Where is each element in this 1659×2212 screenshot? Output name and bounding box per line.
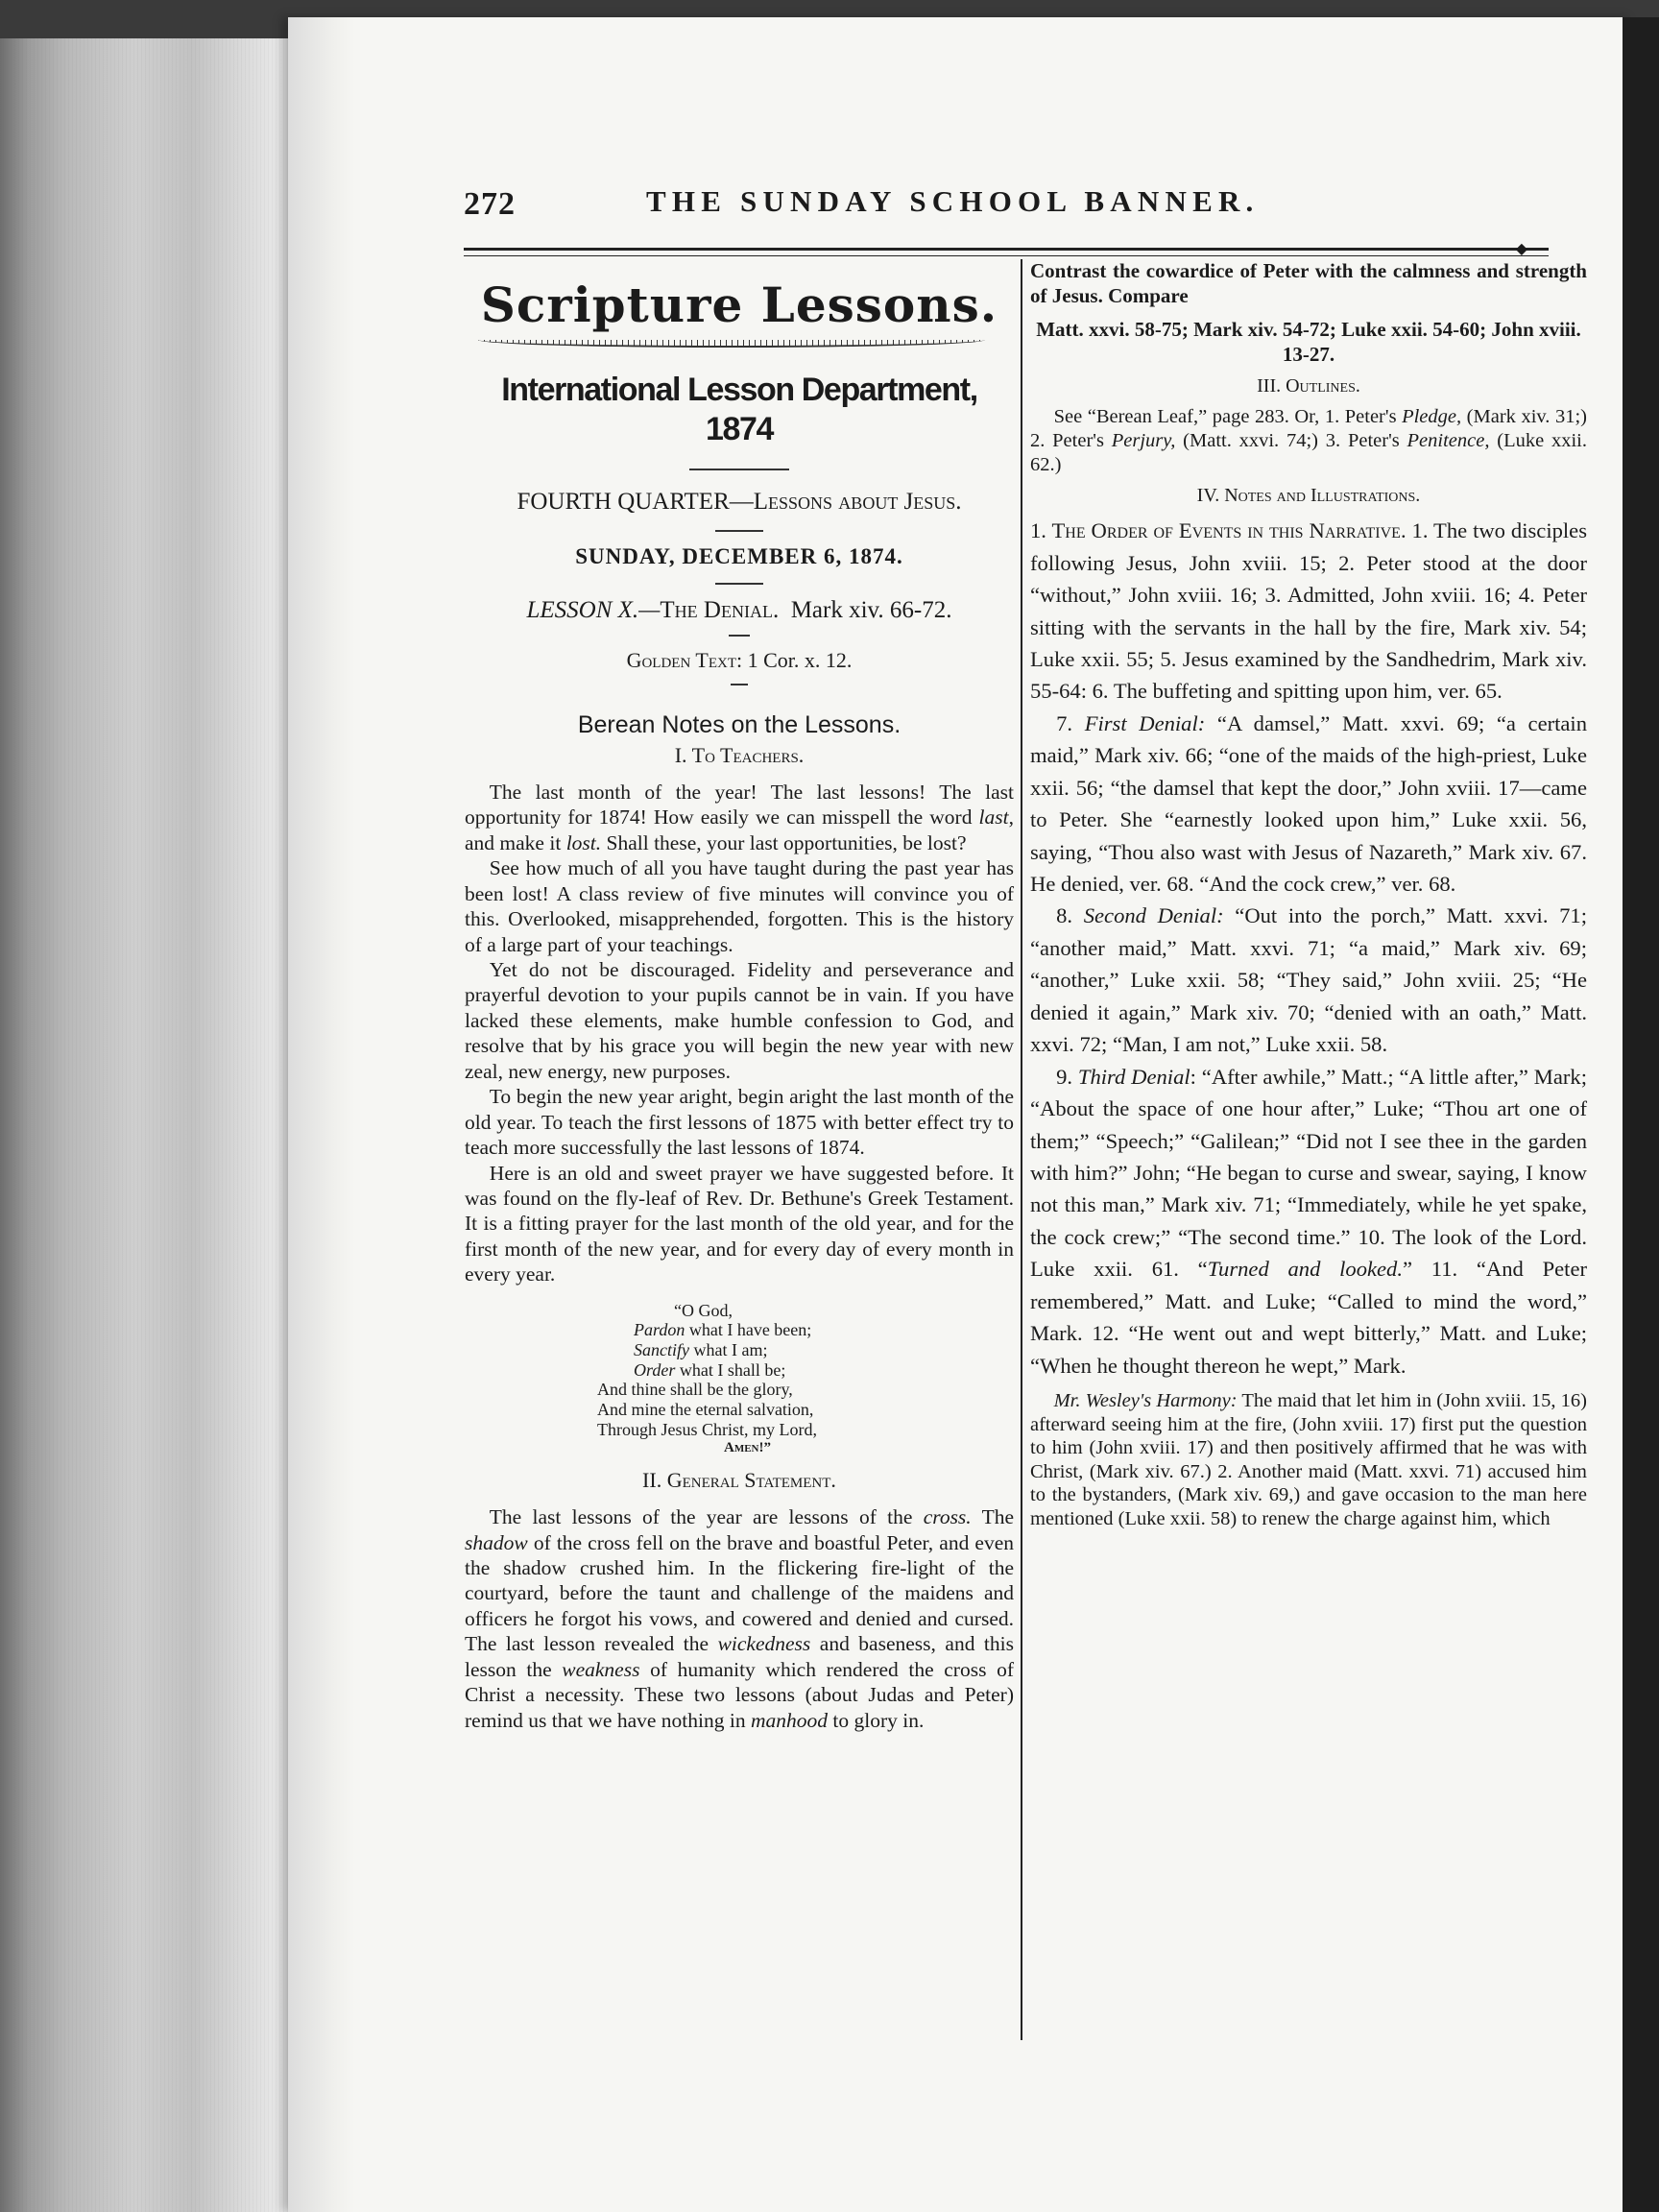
quarter-heading	[465, 488, 1014, 517]
lesson-number: LESSON X.—	[526, 597, 661, 624]
header-rule	[464, 241, 1549, 257]
section-title: Scripture Lessons.	[480, 276, 998, 333]
poem-line: Through Jesus Christ, my Lord,	[597, 1419, 817, 1439]
column-divider	[1021, 259, 1022, 2040]
section-heading-notes: IV. Notes and Illustrations.	[1196, 485, 1421, 507]
lesson-title: The Denial.	[660, 597, 780, 624]
section-heading-teachers: I. To Teachers.	[674, 742, 805, 767]
short-rule	[715, 583, 763, 585]
paragraph: The last lessons of the year are lessons of the cross. The shadow of the cross fell on the brave and boastful Peter, and even the shadow crushed him. In the flickering fire-light of the courtyard, before the taunt and challenge of the maidens and officers he forgot his vows, and cowered and denied and cursed. The last lesson revealed the wickedness and baseness, and this lesson the weakness of humanity which rendered the cross of Christ a necessity. These two lessons (about Judas and Peter) remind us that we have nothing in manhood to glory in.	[465, 1505, 1015, 1732]
poem-line: And mine the eternal salvation,	[597, 1400, 814, 1420]
paragraph: See how much of all you have taught during the past year has been lost! A class review of five minutes will convince you of this. Overlooked, misapprehended, forgotten. This is the history of a large part of your teachings.	[465, 856, 1014, 956]
prayer-poem	[597, 1301, 1014, 1456]
poem-line: Amen!”	[724, 1439, 771, 1455]
sunday-date: SUNDAY, DECEMBER 6, 1874.	[575, 543, 903, 568]
paragraph: To begin the new year aright, begin aright the last month of the old year. To teach the first lessons of 1875 with better effect try to teach more successfully the last lessons of 1874.	[465, 1085, 1014, 1160]
lesson-heading	[465, 596, 1014, 625]
golden-text-label: Golden Text	[626, 648, 736, 673]
quarter-label: FOURTH QUARTER—	[517, 488, 754, 515]
section-heading-general: II. General Statement.	[642, 1467, 836, 1492]
paragraph: Mr. Wesley's Harmony: The maid that let him in (John xviii. 15, 16) afterward seeing him at the fire, (John xviii. 17) first put the question to him (John xviii. 17) and then positively affirmed that he was with Christ, (Mark xiv. 67.) 2. Another maid (Matt. xxvi. 71) accused him to the bystanders, (Mark xiv. 69,) and gave occasion to the man here mentioned (Luke xxii. 58) to renew the charge against him, which	[1030, 1390, 1588, 1529]
page-header	[464, 180, 1553, 230]
short-rule	[715, 530, 763, 532]
paragraph: Contrast the cowardice of Peter with the calmness and strength of Jesus. Compare	[1030, 259, 1587, 307]
poem-line: Order what I shall be;	[634, 1359, 786, 1380]
section-heading-outlines: III. Outlines.	[1257, 375, 1360, 397]
page-number: 272	[464, 186, 516, 222]
paragraph: 9. Third Denial: “After awhile,” Matt.; “A little after,” Mark; “About the space of one hour after,” Luke; “Thou art one of them;” “Speech;” “Galilean;” “Did not I see thee in the garden with him?” John; “He began to curse and swear, saying, I know not this man,” Mark xiv. 71; “Immediately, while he yet spake, the cock crew;” “The second time.” 10. The look of the Lord. Luke xxii. 61. “Turned and looked.” 11. “And Peter remembered,” Matt. and Luke; “Called to mind the word,” Mark. 12. “He went out and wept bitterly,” Matt. and Luke; “When he thought thereon he wept,” Mark.	[1030, 1064, 1588, 1378]
left-column	[465, 259, 1014, 1733]
scripture-references: Matt. xxvi. 58-75; Mark xiv. 54-72; Luke xxii. 54-60; John xviii. 13-27.	[1036, 318, 1581, 366]
quarter-subtitle: Lessons about Jesus.	[753, 488, 962, 515]
paragraph: Here is an old and sweet prayer we have suggested before. It was found on the fly-leaf of Rev. Dr. Bethune's Greek Testament. It is a fitting prayer for the last month of the old year, and for the first month of the new year, and for every day of every month in every year.	[465, 1161, 1014, 1286]
poem-line: Pardon what I have been;	[634, 1320, 812, 1340]
berean-heading: Berean Notes on the Lessons.	[577, 710, 902, 738]
poem-line: Sanctify what I am;	[634, 1340, 768, 1360]
paragraph: See “Berean Leaf,” page 283. Or, 1. Peter's Pledge, (Mark xiv. 31;) 2. Peter's Perjury, (Matt. xxvi. 74;) 3. Peter's Penitence, (Luke xxii. 62.)	[1030, 406, 1588, 475]
department-heading: International Lesson Department, 1874	[501, 372, 977, 447]
lesson-reference: Mark xiv. 66-72.	[790, 597, 952, 624]
short-rule	[689, 469, 789, 470]
rule-ornament-icon: ◆	[1515, 241, 1527, 257]
paragraph: The last month of the year! The last lessons! The last opportunity for 1874! How easily we can misspell the word last, and make it lost. Shall these, your last opportunities, be lost?	[465, 780, 1014, 854]
poem-line: And thine shall be the glory,	[597, 1380, 793, 1400]
wavy-rule	[478, 340, 985, 348]
paragraph: 1. The Order of Events in this Narrative. 1. The two disciples following Jesus, John xviii. 15; 2. Peter stood at the door “without,” John xviii. 16; 3. Admitted, John xviii. 16; 4. Peter sitting with the servants in the hall by the fire, Mark xiv. 54; Luke xxii. 55; 5. Jesus examined by the Sandhedrim, Mark xiv. 55-64: 6. The buffeting and spitting upon him, ver. 65.	[1030, 518, 1587, 704]
poem-line: “O God,	[674, 1300, 733, 1320]
short-rule	[729, 635, 750, 637]
paragraph: 8. Second Denial: “Out into the porch,” Matt. xxvi. 71; “another maid,” Matt. xxvi. 71; “a maid,” Mark xiv. 69; “another,” Luke xxii. 58; “They said,” John xviii. 25; “He denied it again,” Mark xiv. 70; “denied with an oath,” Matt. xxvi. 72; “Man, I am not,” Luke xxii. 58.	[1030, 903, 1588, 1057]
paragraph: Yet do not be discouraged. Fidelity and perseverance and prayerful devotion to your pupils cannot be in vain. If you have lacked these elements, make humble confession to God, and resolve that by his grace you will begin the new year with new zeal, new energy, new purposes.	[465, 958, 1014, 1083]
page-gutter-shadow	[288, 17, 355, 2212]
scan-right-border	[1623, 17, 1659, 2212]
golden-text-reference: : 1 Cor. x. 12.	[736, 648, 853, 673]
paragraph: 7. First Denial: “A damsel,” Matt. xxvi. 69; “a certain maid,” Mark xiv. 66; “one of the maids of the high-priest, Luke xxii. 56; “the damsel that kept the door,” John xviii. 17—came to Peter. She “earnestly looked upon him,” Luke xxii. 56, saying, “Thou also wast with Jesus of Nazareth,” Mark xiv. 67. He denied, ver. 68. “And the cock crew,” ver. 68.	[1030, 710, 1587, 897]
running-title: THE SUNDAY SCHOOL BANNER.	[646, 184, 1260, 218]
golden-text	[465, 648, 1014, 673]
short-rule	[731, 684, 748, 685]
right-column	[1030, 259, 1587, 1531]
book-page-edges	[0, 38, 326, 2212]
